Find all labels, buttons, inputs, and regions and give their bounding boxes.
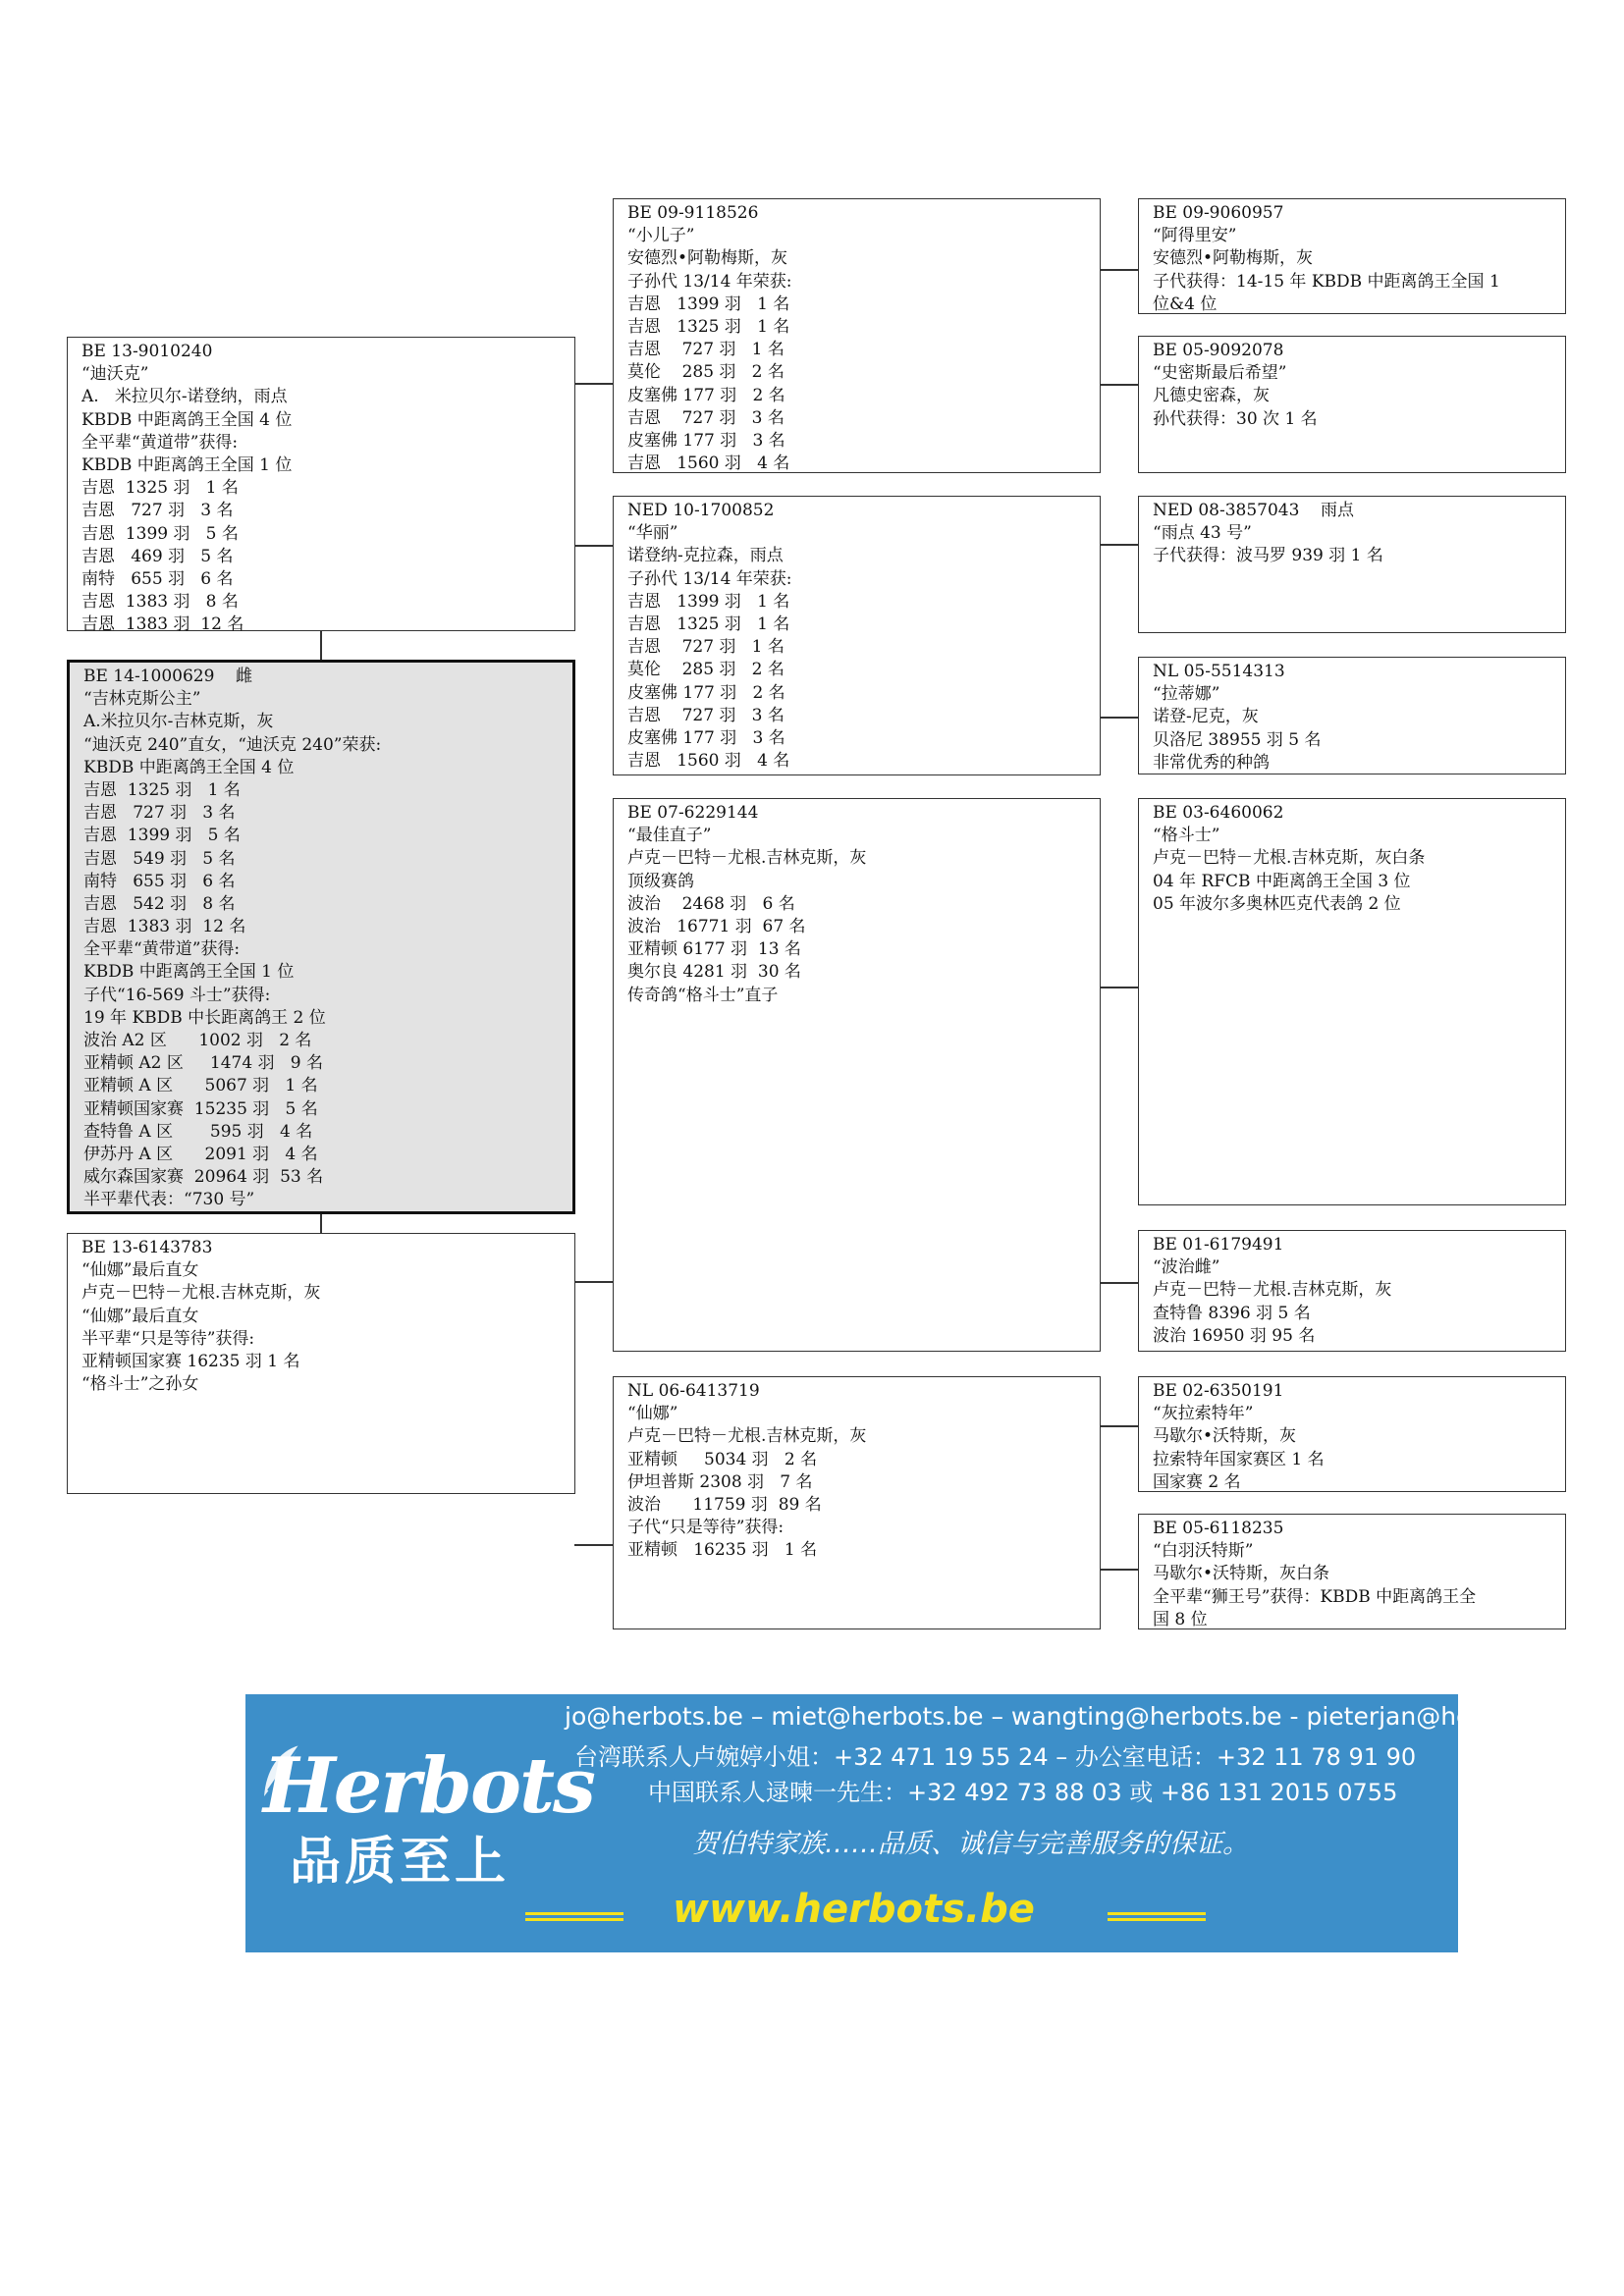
sire-dam-box [613, 496, 1101, 775]
pedigree-line: 伊坦普斯 2308 羽 7 名 [627, 1471, 813, 1492]
pedigree-line: 半平辈“只是等待”获得: [81, 1328, 255, 1349]
pedigree-line: 查特鲁 8396 羽 5 名 [1153, 1303, 1311, 1323]
pedigree-line: 波治 A2 区 1002 羽 2 名 [83, 1031, 312, 1050]
sdd-box [1138, 657, 1566, 774]
pedigree-line: 吉恩 1399 羽 5 名 [83, 826, 241, 846]
pedigree-line: 吉恩 727 羽 1 名 [627, 637, 785, 658]
connector [1100, 384, 1139, 386]
pedigree-line: 亚精顿 6177 羽 13 名 [627, 939, 801, 960]
pedigree-line: 吉恩 727 羽 3 名 [83, 803, 236, 824]
connector [1100, 1282, 1139, 1284]
pedigree-line: 子孙代 13/14 年荣获: [627, 271, 792, 292]
ring-number: BE 13-9010240 [81, 342, 213, 361]
pedigree-line: 波治 16950 羽 95 名 [1153, 1325, 1316, 1346]
pedigree-line: “白羽沃特斯” [1153, 1541, 1254, 1562]
pedigree-line: 南特 655 羽 6 名 [83, 871, 236, 891]
pedigree-line: 吉恩 1383 羽 12 名 [83, 917, 246, 937]
pedigree-line: 卢克－巴特－尤根.吉林克斯，灰 [627, 1426, 867, 1447]
china-contact: 中国联系人逯暕一先生：+32 492 73 88 03 或 +86 131 2015 0755 [648, 1779, 1398, 1806]
connector [1100, 717, 1139, 719]
pedigree-line: 亚精顿国家赛 15235 羽 5 名 [83, 1098, 318, 1119]
decorative-dash-left [525, 1912, 623, 1921]
pedigree-line: 国 8 位 [1153, 1609, 1208, 1629]
pedigree-line: 诺登-尼克，灰 [1153, 707, 1259, 727]
pedigree-line: KBDB 中距离鸽王全国 1 位 [81, 454, 293, 475]
dam-box [67, 1233, 575, 1494]
pedigree-line: 吉恩 727 羽 3 名 [627, 705, 785, 725]
pedigree-line: “雨点 43 号” [1153, 523, 1252, 544]
pedigree-line: “阿得里安” [1153, 226, 1237, 246]
pedigree-line: 波治 11759 羽 89 名 [627, 1494, 822, 1515]
connector [574, 1281, 614, 1283]
pedigree-line: “小儿子” [627, 226, 695, 246]
sire-box [67, 337, 575, 635]
pedigree-line: 卢克－巴特－尤根.吉林克斯，灰 [1153, 1280, 1392, 1301]
pedigree-line: 顶级赛鸽 [627, 871, 694, 891]
pedigree-line: “灰拉索特年” [1153, 1404, 1254, 1424]
ring-number: BE 02-6350191 [1153, 1381, 1284, 1401]
ring-number: NL 06-6413719 [627, 1381, 760, 1401]
herbots-banner [245, 1694, 1573, 1952]
pedigree-line: 吉恩 1560 羽 4 名 [627, 454, 790, 474]
pedigree-line: 奥尔良 4281 羽 30 名 [627, 962, 801, 983]
pedigree-line: “迪沃克” [81, 364, 149, 385]
connector [320, 1214, 322, 1234]
sds-box [1138, 496, 1566, 633]
pedigree-line: 吉恩 549 羽 5 名 [83, 848, 236, 869]
ddd-box [1138, 1514, 1566, 1629]
pedigree-line: 全平辈“黄带道”获得: [83, 939, 241, 960]
pedigree-line: 亚精顿 16235 羽 1 名 [627, 1540, 818, 1561]
pedigree-line: 吉恩 727 羽 1 名 [627, 340, 785, 360]
subject-box [67, 660, 575, 1214]
ring-number: BE 09-9060957 [1153, 203, 1284, 223]
pedigree-line: 吉恩 1399 羽 1 名 [627, 294, 790, 314]
pedigree-line: 传奇鸽“格斗士”直子 [627, 985, 779, 1005]
pedigree-line: “华丽” [627, 523, 678, 544]
pedigree-line: A.米拉贝尔-吉林克斯，灰 [83, 712, 274, 732]
pedigree-line: 查特鲁 A 区 595 羽 4 名 [83, 1121, 313, 1142]
ring-number: BE 14-1000629 雌 [83, 667, 253, 686]
pedigree-line: 安德烈•阿勒梅斯，灰 [627, 248, 788, 269]
decorative-dash-right [1108, 1912, 1206, 1921]
pedigree-line: 伊苏丹 A 区 2091 羽 4 名 [83, 1144, 318, 1164]
ring-number: NED 08-3857043 雨点 [1153, 501, 1355, 520]
website-link[interactable]: www.herbots.be [673, 1887, 1035, 1932]
pedigree-line: “格斗士” [1153, 826, 1220, 846]
pedigree-line: 波治 2468 羽 6 名 [627, 893, 795, 914]
pedigree-line: 南特 655 羽 6 名 [81, 568, 234, 589]
pedigree-line: 吉恩 1399 羽 1 名 [627, 591, 790, 612]
connector [574, 1544, 614, 1546]
pedigree-line: 04 年 RFCB 中距离鸽王全国 3 位 [1153, 871, 1411, 891]
ring-number: BE 05-9092078 [1153, 341, 1284, 360]
pedigree-line: 皮塞佛 177 羽 3 名 [627, 727, 785, 748]
ring-number: BE 09-9118526 [627, 203, 759, 223]
pedigree-line: 皮塞佛 177 羽 2 名 [627, 385, 785, 405]
pedigree-line: 吉恩 542 羽 8 名 [83, 893, 236, 914]
pedigree-line: KBDB 中距离鸽王全国 4 位 [83, 757, 295, 777]
pedigree-line: 皮塞佛 177 羽 3 名 [627, 430, 785, 451]
ring-number: BE 01-6179491 [1153, 1235, 1284, 1255]
connector [574, 545, 614, 547]
slogan: 品质至上 [290, 1833, 511, 1892]
pedigree-line: 半平辈代表：“730 号” [83, 1190, 255, 1210]
pedigree-line: 波治 16771 羽 67 名 [627, 916, 806, 936]
ring-number: BE 05-6118235 [1153, 1519, 1284, 1538]
pedigree-line: 诺登纳-克拉森，雨点 [627, 546, 784, 566]
pedigree-line: 孙代获得：30 次 1 名 [1153, 408, 1318, 429]
connector [1100, 987, 1139, 988]
dsd-box [1138, 1230, 1566, 1352]
pedigree-line: 亚精顿 A 区 5067 羽 1 名 [83, 1076, 318, 1096]
pedigree-line: KBDB 中距离鸽王全国 1 位 [83, 962, 295, 983]
pedigree-line: 凡德史密森，灰 [1153, 386, 1270, 406]
pedigree-line: “仙娜”最后直女 [81, 1260, 199, 1281]
pedigree-line: “波治雌” [1153, 1257, 1220, 1278]
pedigree-line: 子孙代 13/14 年荣获: [627, 568, 792, 589]
herbots-logo: Herbots [263, 1741, 594, 1831]
dds-box [1138, 1376, 1566, 1492]
pedigree-line: 马歇尔•沃特斯，灰白条 [1153, 1564, 1330, 1584]
pedigree-line: “仙娜” [627, 1404, 678, 1424]
pedigree-line: “拉蒂娜” [1153, 684, 1220, 705]
dss-box [1138, 798, 1566, 1205]
pedigree-line: “迪沃克 240”直女，“迪沃克 240”荣获: [83, 734, 382, 755]
ssd-box [1138, 336, 1566, 473]
email-list[interactable]: jo@herbots.be – miet@herbots.be – wangting@herbots.be - pieterjan@herbots.be [565, 1702, 1573, 1731]
pedigree-line: 子代“16-569 斗士”获得: [83, 985, 271, 1005]
pedigree-line: 安德烈•阿勒梅斯，灰 [1153, 248, 1314, 269]
connector [1100, 1569, 1139, 1571]
pedigree-line: 卢克－巴特－尤根.吉林克斯，灰 [627, 848, 867, 869]
pedigree-line: 子代“只是等待”获得: [627, 1518, 785, 1538]
sss-box [1138, 198, 1566, 314]
pedigree-line: 全平辈“黄道带”获得: [81, 432, 239, 453]
pedigree-line: 非常优秀的种鸽 [1153, 752, 1270, 773]
pedigree-line: 国家赛 2 名 [1153, 1471, 1241, 1492]
pedigree-line: “仙娜”最后直女 [81, 1306, 199, 1326]
pedigree-line: KBDB 中距离鸽王全国 4 位 [81, 409, 293, 430]
ring-number: BE 03-6460062 [1153, 803, 1284, 823]
dam-dam-box [613, 1376, 1101, 1629]
pedigree-line: A. 米拉贝尔-诺登纳，雨点 [81, 387, 288, 407]
pedigree-line: 吉恩 1325 羽 1 名 [627, 614, 790, 634]
pedigree-line: 拉索特年国家赛区 1 名 [1153, 1449, 1325, 1469]
pedigree-line: 吉恩 469 羽 5 名 [81, 546, 234, 566]
pedigree-line: 吉恩 1560 羽 4 名 [627, 751, 790, 772]
pedigree-line: 亚精顿 5034 羽 2 名 [627, 1449, 818, 1469]
pedigree-line: 卢克－巴特－尤根.吉林克斯，灰白条 [1153, 848, 1426, 869]
pedigree-line: 莫伦 285 羽 2 名 [627, 362, 785, 383]
ring-number: BE 07-6229144 [627, 803, 759, 823]
pedigree-line: 卢克－巴特－尤根.吉林克斯，灰 [81, 1283, 321, 1304]
pedigree-line: 吉恩 727 羽 3 名 [627, 407, 785, 428]
pedigree-line: 威尔森国家赛 20964 羽 53 名 [83, 1167, 324, 1188]
pedigree-line: 亚精顿国家赛 16235 羽 1 名 [81, 1351, 300, 1371]
pedigree-line: 马歇尔•沃特斯，灰 [1153, 1426, 1297, 1447]
pedigree-line: 莫伦 285 羽 2 名 [627, 660, 785, 680]
pedigree-line: 子代获得：14-15 年 KBDB 中距离鸽王全国 1 [1153, 271, 1500, 292]
connector [574, 383, 614, 385]
pedigree-line: 吉恩 1325 羽 1 名 [627, 316, 790, 337]
pedigree-line: 亚精顿 A2 区 1474 羽 9 名 [83, 1053, 324, 1074]
pedigree-line: “史密斯最后希望” [1153, 363, 1287, 384]
pedigree-line: 吉恩 1325 羽 1 名 [83, 779, 241, 800]
pedigree-line: 位&4 位 [1153, 294, 1218, 314]
pedigree-line: “最佳直子” [627, 826, 712, 846]
pedigree-line: 全平辈“狮王号”获得：KBDB 中距离鸽王全 [1153, 1586, 1477, 1607]
ring-number: BE 13-6143783 [81, 1238, 213, 1257]
pedigree-line: 皮塞佛 177 羽 2 名 [627, 682, 785, 703]
motto: 贺伯特家族……品质、诚信与完善服务的保证。 [692, 1829, 1249, 1859]
pedigree-line: 吉恩 1325 羽 1 名 [81, 478, 239, 499]
pedigree-line: 吉恩 1383 羽 12 名 [81, 614, 244, 635]
pedigree-line: 吉恩 1399 羽 5 名 [81, 523, 239, 544]
pedigree-line: 05 年波尔多奥林匹克代表鸽 2 位 [1153, 893, 1401, 914]
ring-number: NED 10-1700852 [627, 501, 775, 520]
pedigree-line: 吉恩 727 羽 3 名 [81, 501, 234, 521]
ring-number: NL 05-5514313 [1153, 662, 1285, 681]
pedigree-line: 子代获得：波马罗 939 羽 1 名 [1153, 546, 1383, 566]
taiwan-contact: 台湾联系人卢婉婷小姐：+32 471 19 55 24 – 办公室电话：+32 11 78 91 90 [574, 1743, 1417, 1771]
dam-sire-box [613, 798, 1101, 1352]
connector [1100, 269, 1139, 271]
sire-sire-box [613, 198, 1101, 473]
pedigree-line: 吉恩 1383 羽 8 名 [81, 592, 239, 613]
pedigree-line: 贝洛尼 38955 羽 5 名 [1153, 729, 1322, 750]
pedigree-line: “格斗士”之孙女 [81, 1374, 199, 1395]
pedigree-line: 19 年 KBDB 中长距离鸽王 2 位 [83, 1007, 326, 1028]
pedigree-line: “吉林克斯公主” [83, 689, 201, 710]
connector [1100, 544, 1139, 546]
connector [1100, 1425, 1139, 1427]
